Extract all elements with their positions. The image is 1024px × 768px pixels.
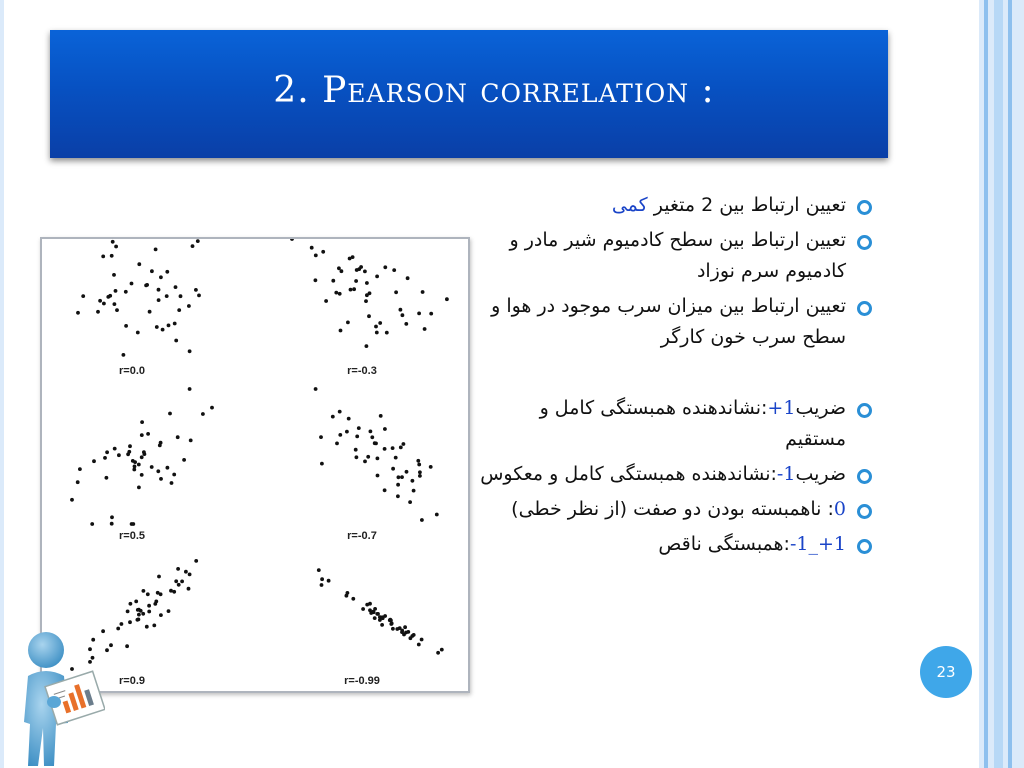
scatter-point bbox=[338, 292, 342, 296]
scatter-point bbox=[101, 255, 105, 259]
scatter-point bbox=[334, 291, 338, 295]
scatter-point bbox=[321, 250, 325, 254]
scatter-point bbox=[108, 294, 112, 298]
scatter-point bbox=[402, 442, 406, 446]
scatter-point bbox=[167, 609, 171, 613]
scatter-point bbox=[363, 460, 367, 464]
scatter-point bbox=[167, 324, 171, 328]
scatter-point bbox=[140, 455, 144, 459]
scatter-point bbox=[349, 288, 353, 292]
scatter-point bbox=[327, 579, 331, 583]
scatter-point bbox=[337, 266, 341, 270]
bullet-item bbox=[478, 529, 878, 560]
scatter-point bbox=[345, 594, 349, 598]
scatter-point bbox=[156, 591, 160, 595]
scatter-point bbox=[76, 480, 80, 484]
scatter-point bbox=[98, 299, 102, 303]
scatter-point bbox=[120, 622, 124, 626]
scatter-point bbox=[363, 270, 367, 274]
scatter-point bbox=[114, 289, 118, 293]
scatter-point bbox=[110, 254, 114, 258]
scatter-point bbox=[376, 457, 380, 461]
scatter-point bbox=[374, 442, 378, 446]
scatter-point bbox=[174, 339, 178, 343]
scatter-point bbox=[176, 435, 180, 439]
scatter-point bbox=[361, 607, 365, 611]
bullet-number: -1 bbox=[776, 463, 796, 485]
frame-stripe bbox=[0, 0, 4, 768]
scatter-point bbox=[188, 387, 192, 391]
scatter-point bbox=[355, 268, 359, 272]
scatter-point bbox=[310, 246, 314, 250]
scatter-point bbox=[157, 575, 161, 579]
scatter-point bbox=[416, 459, 420, 463]
scatter-label: r=0.0 bbox=[119, 365, 145, 377]
scatter-point bbox=[146, 592, 150, 596]
scatter-point bbox=[365, 281, 369, 285]
scatter-point bbox=[179, 294, 183, 298]
scatter-point bbox=[391, 627, 395, 631]
scatter-point bbox=[320, 583, 324, 587]
scatter-point bbox=[367, 314, 371, 318]
scatter-point bbox=[396, 483, 400, 487]
scatter-label: r=-0.7 bbox=[347, 530, 377, 542]
scatter-point bbox=[383, 265, 387, 269]
scatter-point bbox=[436, 651, 440, 655]
scatter-point bbox=[161, 328, 165, 332]
frame-stripe bbox=[1008, 0, 1012, 768]
scatter-point bbox=[111, 240, 115, 244]
scatter-point bbox=[112, 273, 116, 277]
scatter-point bbox=[165, 270, 169, 274]
scatter-point bbox=[335, 442, 339, 446]
scatter-point bbox=[128, 444, 132, 448]
bullet-marker bbox=[857, 301, 872, 316]
scatter-point bbox=[391, 446, 395, 450]
bullet-text: تعیین ارتباط بین میزان سرب موجود در هوا و سطح سرب خون کارگر bbox=[491, 295, 846, 348]
scatter-point bbox=[103, 456, 107, 460]
scatter-point bbox=[380, 623, 384, 627]
scatter-point bbox=[90, 522, 94, 526]
scatter-point bbox=[371, 610, 375, 614]
scatter-point bbox=[394, 290, 398, 294]
scatter-point bbox=[157, 298, 161, 302]
scatter-point bbox=[404, 322, 408, 326]
scatter-point bbox=[113, 447, 117, 451]
scatter-point bbox=[128, 620, 132, 624]
scatter-point bbox=[324, 299, 328, 303]
scatter-point bbox=[70, 498, 74, 502]
scatter-point bbox=[159, 275, 163, 279]
scatter-point bbox=[81, 294, 85, 298]
scatter-point bbox=[156, 469, 160, 473]
bullet-item bbox=[478, 190, 878, 221]
scatter-point bbox=[197, 294, 201, 298]
scatter-point bbox=[159, 477, 163, 481]
scatter-point bbox=[180, 580, 184, 584]
scatter-point bbox=[320, 577, 324, 581]
bullet-number: -1_+1 bbox=[789, 533, 846, 555]
scatter-point bbox=[78, 467, 82, 471]
scatter-panels bbox=[42, 239, 468, 691]
scatter-point bbox=[412, 633, 416, 637]
scatter-point bbox=[139, 609, 143, 613]
scatter-point bbox=[405, 470, 409, 474]
scatter-point bbox=[184, 570, 188, 574]
scatter-point bbox=[142, 589, 146, 593]
scatter-point bbox=[317, 568, 321, 572]
scatter-point bbox=[150, 465, 154, 469]
scatter-point bbox=[368, 608, 372, 612]
scatter-point bbox=[331, 415, 335, 419]
scatter-point bbox=[417, 463, 421, 467]
scatter-point bbox=[191, 244, 195, 248]
scatter-point bbox=[105, 476, 109, 480]
scatter-point bbox=[187, 304, 191, 308]
scatter-point bbox=[140, 420, 144, 424]
bullet-number: +1 bbox=[767, 397, 796, 419]
scatter-point bbox=[378, 618, 382, 622]
scatter-point bbox=[357, 426, 361, 430]
scatter-point bbox=[194, 288, 198, 292]
scatter-point bbox=[351, 597, 355, 601]
scatter-point bbox=[189, 439, 193, 443]
scatter-point bbox=[92, 459, 96, 463]
scatter-point bbox=[440, 648, 444, 652]
scatter-point bbox=[379, 414, 383, 418]
bullet-text: تعیین ارتباط بین 2 متغیر bbox=[647, 194, 846, 216]
scatter-point bbox=[340, 269, 344, 273]
scatter-point bbox=[411, 479, 415, 483]
scatter-label: r=0.9 bbox=[119, 675, 145, 687]
scatter-point bbox=[388, 618, 392, 622]
scatter-point bbox=[114, 245, 118, 249]
scatter-point bbox=[383, 488, 387, 492]
scatter-point bbox=[117, 453, 121, 457]
scatter-point bbox=[125, 644, 129, 648]
scatter-point bbox=[158, 444, 162, 448]
scatter-point bbox=[146, 432, 150, 436]
scatter-point bbox=[126, 610, 130, 614]
scatter-point bbox=[137, 262, 141, 266]
scatter-point bbox=[188, 349, 192, 353]
scatter-point bbox=[137, 613, 141, 617]
scatter-point bbox=[397, 475, 401, 479]
scatter-point bbox=[383, 427, 387, 431]
scatter-point bbox=[196, 239, 200, 243]
scatter-point bbox=[346, 321, 350, 325]
scatter-point bbox=[429, 465, 433, 469]
scatter-point bbox=[137, 618, 141, 622]
bullet-marker bbox=[857, 504, 872, 519]
scatter-point bbox=[376, 474, 380, 478]
bullet-text: : ناهمبسته بودن دو صفت (از نظر خطی) bbox=[511, 498, 834, 520]
scatter-point bbox=[364, 299, 368, 303]
scatter-point bbox=[406, 276, 410, 280]
scatter-point bbox=[170, 481, 174, 485]
bullet-text: تعیین ارتباط بین سطح کادمیوم شیر مادر و کادمیوم سرم نوزاد bbox=[509, 229, 846, 282]
scatter-point bbox=[399, 308, 403, 312]
scatter-point bbox=[150, 269, 154, 273]
bullet-text: :نشاندهنده همبستگی کامل و معکوس bbox=[480, 463, 777, 485]
bullet-item bbox=[478, 494, 878, 525]
scatter-point bbox=[176, 567, 180, 571]
scatter-point bbox=[375, 331, 379, 335]
frame-stripe bbox=[984, 0, 988, 768]
bullet-number: 0 bbox=[833, 498, 846, 520]
scatter-point bbox=[129, 602, 133, 606]
scatter-point bbox=[155, 325, 159, 329]
scatter-point bbox=[127, 450, 131, 454]
scatter-point bbox=[400, 475, 404, 479]
scatter-point bbox=[351, 255, 355, 259]
scatter-point bbox=[122, 353, 126, 357]
scatter-point bbox=[140, 433, 144, 437]
scatter-point bbox=[188, 573, 192, 577]
scatter-point bbox=[403, 625, 407, 629]
frame-stripe bbox=[994, 0, 1003, 768]
scatter-point bbox=[113, 302, 117, 306]
scatter-point bbox=[366, 455, 370, 459]
scatter-point bbox=[201, 412, 205, 416]
scatter-point bbox=[145, 625, 149, 629]
scatter-point bbox=[429, 312, 433, 316]
scatter-point bbox=[418, 470, 422, 474]
scatter-point bbox=[355, 435, 359, 439]
bullet-marker bbox=[857, 200, 872, 215]
bullet-prefix: ضریب bbox=[795, 463, 846, 485]
scatter-point bbox=[375, 275, 379, 279]
scatter-point bbox=[145, 283, 149, 287]
scatter-point bbox=[406, 630, 410, 634]
scatter-point bbox=[142, 450, 146, 454]
scatter-point bbox=[152, 624, 156, 628]
scatter-point bbox=[105, 450, 109, 454]
scatter-point bbox=[314, 254, 318, 258]
scatter-point bbox=[338, 410, 342, 414]
scatter-point bbox=[168, 412, 172, 416]
scatter-point bbox=[174, 285, 178, 289]
scatter-point bbox=[130, 522, 134, 526]
presenter-figure-icon bbox=[10, 628, 105, 768]
scatter-point bbox=[130, 282, 134, 286]
scatter-point bbox=[159, 613, 163, 617]
scatter-label: r=-0.3 bbox=[347, 365, 377, 377]
scatter-point bbox=[375, 612, 379, 616]
scatter-point bbox=[417, 643, 421, 647]
bullet-item bbox=[478, 225, 878, 287]
scatter-point bbox=[369, 430, 373, 434]
scatter-point bbox=[134, 600, 138, 604]
scatter-point bbox=[378, 321, 382, 325]
bullet-text: :نشاندهنده همبستگی کامل و مستقیم bbox=[539, 397, 846, 450]
title-bar bbox=[50, 30, 888, 158]
scatter-point bbox=[102, 302, 106, 306]
scatter-point bbox=[140, 473, 144, 477]
scatter-point bbox=[445, 297, 449, 301]
scatter-point bbox=[399, 446, 403, 450]
bullet-item bbox=[478, 459, 878, 490]
scatter-point bbox=[365, 344, 369, 348]
scatter-point bbox=[418, 474, 422, 478]
scatter-point bbox=[401, 313, 405, 317]
bullet-marker bbox=[857, 235, 872, 250]
scatter-point bbox=[347, 417, 351, 421]
scatter-point bbox=[320, 462, 324, 466]
bullet-item bbox=[478, 291, 878, 353]
scatter-point bbox=[166, 466, 170, 470]
scatter-point bbox=[352, 287, 356, 291]
scatter-point bbox=[210, 406, 214, 410]
scatter-point bbox=[131, 459, 135, 463]
scatter-point bbox=[110, 522, 114, 526]
scatter-point bbox=[355, 455, 359, 459]
scatter-point bbox=[136, 331, 140, 335]
scatter-point bbox=[354, 279, 358, 283]
scatter-point bbox=[339, 329, 343, 333]
scatter-figure bbox=[40, 237, 470, 693]
scatter-point bbox=[394, 456, 398, 460]
bullet-marker bbox=[857, 539, 872, 554]
scatter-point bbox=[137, 463, 141, 467]
scatter-point bbox=[174, 579, 178, 583]
slide-title: 2. Pearson correlation : bbox=[273, 69, 715, 111]
scatter-point bbox=[182, 458, 186, 462]
scatter-point bbox=[412, 489, 416, 493]
bullet-prefix: ضریب bbox=[795, 397, 846, 419]
scatter-point bbox=[124, 290, 128, 294]
scatter-point bbox=[124, 324, 128, 328]
scatter-label: r=0.5 bbox=[119, 530, 145, 542]
scatter-point bbox=[165, 294, 169, 298]
scatter-point bbox=[172, 590, 176, 594]
bullet-marker bbox=[857, 403, 872, 418]
scatter-point bbox=[354, 448, 358, 452]
scatter-point bbox=[105, 648, 109, 652]
scatter-point bbox=[345, 430, 349, 434]
scatter-point bbox=[96, 310, 100, 314]
scatter-point bbox=[420, 518, 424, 522]
scatter-point bbox=[365, 603, 369, 607]
scatter-point bbox=[331, 279, 335, 283]
scatter-point bbox=[417, 312, 421, 316]
scatter-point bbox=[402, 633, 406, 637]
scatter-point bbox=[389, 622, 393, 626]
scatter-point bbox=[408, 500, 412, 504]
scatter-point bbox=[423, 327, 427, 331]
scatter-point bbox=[115, 308, 119, 312]
scatter-point bbox=[177, 583, 181, 587]
scatter-point bbox=[396, 494, 400, 498]
scatter-point bbox=[370, 435, 374, 439]
scatter-point bbox=[319, 435, 323, 439]
scatter-point bbox=[338, 433, 342, 437]
scatter-point bbox=[365, 293, 369, 297]
scatter-point bbox=[314, 387, 318, 391]
scatter-point bbox=[154, 248, 158, 252]
bullet-list bbox=[478, 190, 878, 564]
scatter-point bbox=[141, 612, 145, 616]
scatter-point bbox=[147, 610, 151, 614]
scatter-point bbox=[392, 268, 396, 272]
scatter-point bbox=[314, 278, 318, 282]
scatter-point bbox=[383, 447, 387, 451]
scatter-point bbox=[177, 308, 181, 312]
bullet-marker bbox=[857, 469, 872, 484]
bullet-accent: کمی bbox=[611, 194, 648, 216]
scatter-point bbox=[172, 473, 176, 477]
scatter-point bbox=[109, 643, 113, 647]
bullet-text: :همبستگی ناقص bbox=[658, 533, 790, 555]
scatter-point bbox=[137, 486, 141, 490]
scatter-point bbox=[421, 290, 425, 294]
scatter-point bbox=[76, 311, 80, 315]
scatter-point bbox=[373, 616, 377, 620]
scatter-point bbox=[173, 322, 177, 326]
scatter-point bbox=[187, 587, 191, 591]
scatter-point bbox=[157, 288, 161, 292]
scatter-point bbox=[116, 627, 120, 631]
scatter-point bbox=[374, 325, 378, 329]
scatter-point bbox=[148, 310, 152, 314]
scatter-point bbox=[385, 331, 389, 335]
scatter-point bbox=[132, 468, 136, 472]
scatter-point bbox=[420, 638, 424, 642]
scatter-point bbox=[435, 513, 439, 517]
bullet-item bbox=[478, 393, 878, 455]
page-number-badge: 23 bbox=[920, 646, 972, 698]
scatter-point bbox=[194, 559, 198, 563]
scatter-point bbox=[391, 467, 395, 471]
scatter-point bbox=[147, 604, 151, 608]
scatter-point bbox=[110, 515, 114, 519]
scatter-point bbox=[154, 600, 158, 604]
scatter-label: r=-0.99 bbox=[344, 675, 380, 687]
scatter-point bbox=[290, 239, 294, 241]
